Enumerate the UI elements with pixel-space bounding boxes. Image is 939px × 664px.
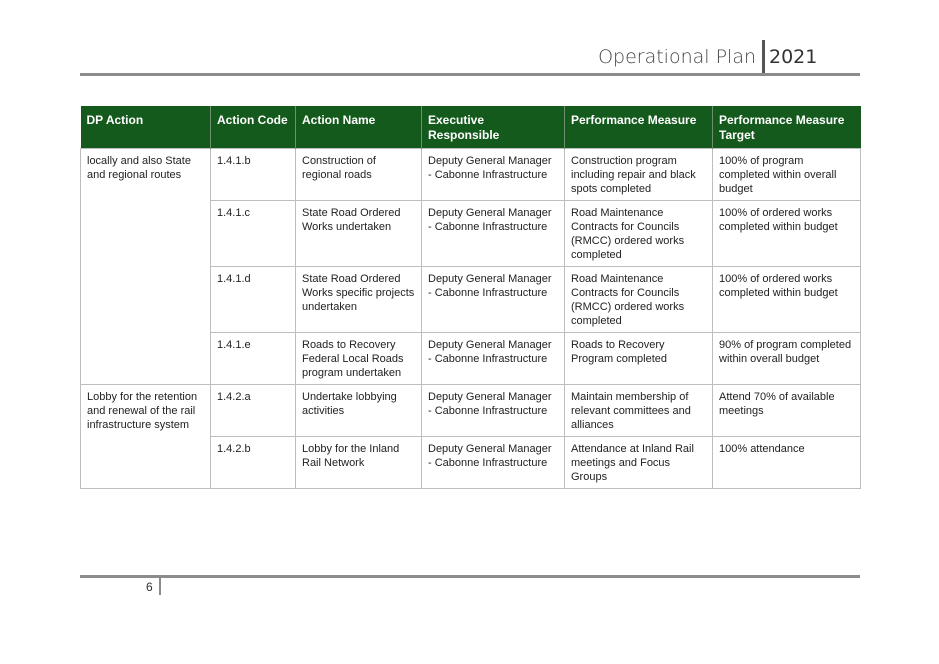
action-name-cell: Lobby for the Inland Rail Network	[296, 437, 422, 489]
column-header-action-code: Action Code	[211, 106, 296, 149]
action-code-cell: 1.4.1.e	[211, 333, 296, 385]
measure-cell: Road Maintenance Contracts for Councils (RMCC) ordered works completed	[565, 267, 713, 333]
action-name-cell: Undertake lobbying activities	[296, 385, 422, 437]
operational-plan-table	[80, 106, 861, 489]
target-cell: 100% of ordered works completed within budget	[713, 267, 861, 333]
executive-cell: Deputy General Manager - Cabonne Infrastructure	[422, 437, 565, 489]
column-header-dp-action: DP Action	[81, 106, 211, 149]
footer-separator	[159, 578, 161, 595]
document-title: Operational Plan	[598, 46, 756, 68]
header-separator	[762, 40, 765, 73]
target-cell: 100% of program completed within overall budget	[713, 149, 861, 201]
action-code-cell: 1.4.1.b	[211, 149, 296, 201]
header-rule	[80, 73, 860, 76]
target-cell: Attend 70% of available meetings	[713, 385, 861, 437]
column-header-executive-responsible: Executive Responsible	[422, 106, 565, 149]
action-code-cell: 1.4.2.b	[211, 437, 296, 489]
footer-rule	[80, 575, 860, 578]
executive-cell: Deputy General Manager - Cabonne Infrastructure	[422, 201, 565, 267]
document-year: 2021	[769, 46, 818, 68]
target-cell: 100% attendance	[713, 437, 861, 489]
table-row	[81, 385, 861, 437]
measure-cell: Maintain membership of relevant committees and alliances	[565, 385, 713, 437]
column-header-performance-measure: Performance Measure	[565, 106, 713, 149]
table-header-row	[81, 106, 861, 149]
executive-cell: Deputy General Manager - Cabonne Infrastructure	[422, 267, 565, 333]
executive-cell: Deputy General Manager - Cabonne Infrastructure	[422, 149, 565, 201]
action-code-cell: 1.4.2.a	[211, 385, 296, 437]
measure-cell: Construction program including repair and black spots completed	[565, 149, 713, 201]
measure-cell: Road Maintenance Contracts for Councils (RMCC) ordered works completed	[565, 201, 713, 267]
target-cell: 100% of ordered works completed within budget	[713, 201, 861, 267]
measure-cell: Roads to Recovery Program completed	[565, 333, 713, 385]
page-number: 6	[146, 580, 153, 594]
dp-action-cell: locally and also State and regional routes	[81, 149, 211, 385]
action-code-cell: 1.4.1.c	[211, 201, 296, 267]
executive-cell: Deputy General Manager - Cabonne Infrastructure	[422, 385, 565, 437]
executive-cell: Deputy General Manager - Cabonne Infrastructure	[422, 333, 565, 385]
table-row	[81, 149, 861, 201]
action-name-cell: Roads to Recovery Federal Local Roads program undertaken	[296, 333, 422, 385]
column-header-action-name: Action Name	[296, 106, 422, 149]
dp-action-cell: Lobby for the retention and renewal of the rail infrastructure system	[81, 385, 211, 489]
measure-cell: Attendance at Inland Rail meetings and Focus Groups	[565, 437, 713, 489]
action-code-cell: 1.4.1.d	[211, 267, 296, 333]
target-cell: 90% of program completed within overall budget	[713, 333, 861, 385]
action-name-cell: State Road Ordered Works specific projects undertaken	[296, 267, 422, 333]
action-name-cell: State Road Ordered Works undertaken	[296, 201, 422, 267]
column-header-performance-target: Performance Measure Target	[713, 106, 861, 149]
action-name-cell: Construction of regional roads	[296, 149, 422, 201]
page-header	[80, 38, 860, 76]
